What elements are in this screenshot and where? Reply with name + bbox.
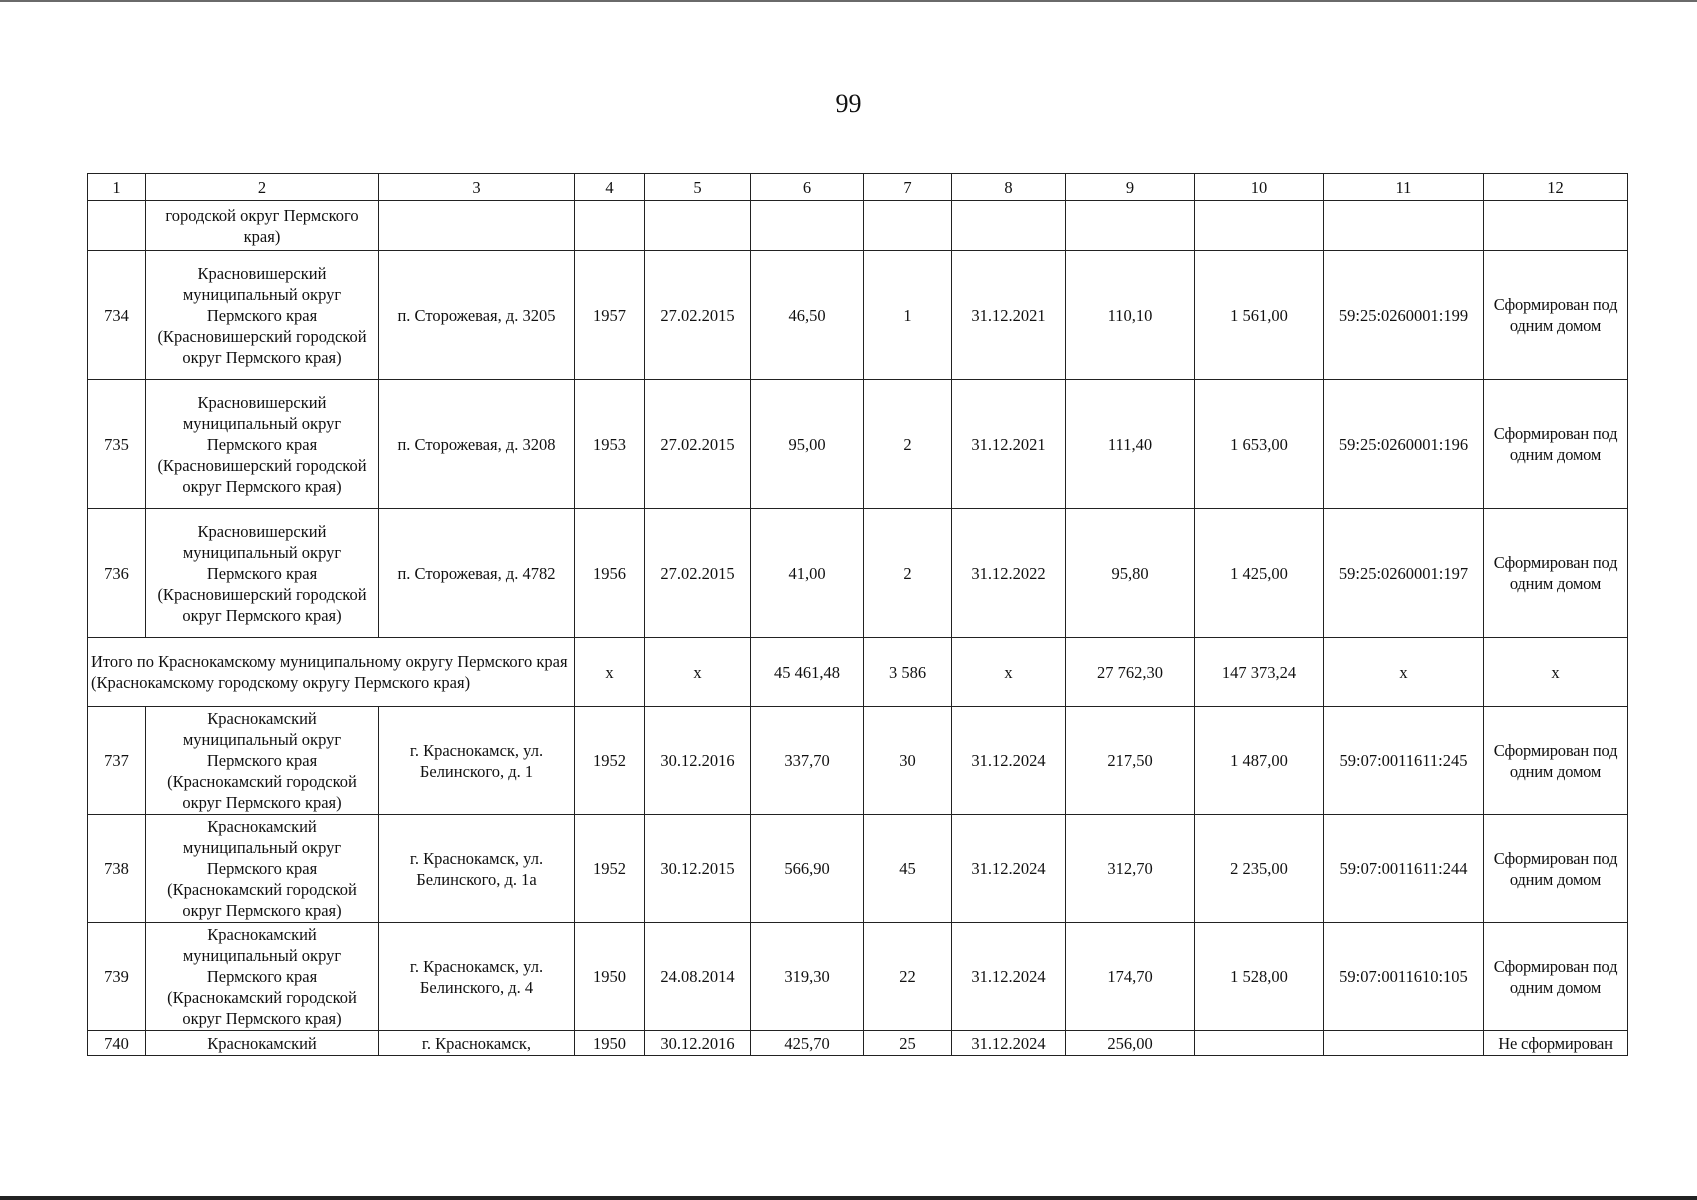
cell-residents: 2	[864, 509, 952, 638]
continuation-row	[88, 201, 1628, 251]
table-row	[88, 923, 1628, 1031]
cell-cadastral	[1324, 201, 1484, 251]
column-header: 9	[1066, 174, 1195, 201]
cell-area: 95,00	[751, 380, 864, 509]
cell-number: 739	[88, 923, 146, 1031]
cell-year: 1952	[575, 815, 645, 923]
cell-deadline: 31.12.2024	[952, 707, 1066, 815]
cell-status: Сформирован под одним домом	[1484, 923, 1628, 1031]
total-row	[88, 638, 1628, 707]
cell-area: 319,30	[751, 923, 864, 1031]
table-row	[88, 251, 1628, 380]
column-header: 6	[751, 174, 864, 201]
cell-municipality: Краснокамский	[146, 1031, 379, 1056]
table-row	[88, 707, 1628, 815]
cell-year: 1953	[575, 380, 645, 509]
cell-cadastral: 59:07:0011611:244	[1324, 815, 1484, 923]
cell-date: 30.12.2016	[645, 707, 751, 815]
cell-deadline	[952, 201, 1066, 251]
cell-address: г. Краснокамск, ул. Белинского, д. 1а	[379, 815, 575, 923]
cell-residents: 25	[864, 1031, 952, 1056]
cell-number: 734	[88, 251, 146, 380]
cell-land: 1 487,00	[1195, 707, 1324, 815]
cell-year: 1957	[575, 251, 645, 380]
cell-number	[88, 201, 146, 251]
total-land: 147 373,24	[1195, 638, 1324, 707]
cell-area2: 174,70	[1066, 923, 1195, 1031]
cell-number: 737	[88, 707, 146, 815]
cell-municipality: городской округ Пермского края)	[146, 201, 379, 251]
total-status: х	[1484, 638, 1628, 707]
cell-residents: 45	[864, 815, 952, 923]
cell-year: 1950	[575, 1031, 645, 1056]
cell-area2	[1066, 201, 1195, 251]
table-row	[88, 1031, 1628, 1056]
cell-status: Сформирован под одним домом	[1484, 380, 1628, 509]
cell-number: 735	[88, 380, 146, 509]
column-header: 11	[1324, 174, 1484, 201]
total-area2: 27 762,30	[1066, 638, 1195, 707]
cell-municipality: Красновишерский муниципальный округ Пермского края (Красновишерский городской округ Пермского края)	[146, 509, 379, 638]
cell-residents: 30	[864, 707, 952, 815]
cell-address: п. Сторожевая, д. 3208	[379, 380, 575, 509]
cell-deadline: 31.12.2022	[952, 509, 1066, 638]
cell-date: 30.12.2015	[645, 815, 751, 923]
cell-area	[751, 201, 864, 251]
cell-year	[575, 201, 645, 251]
cell-date: 27.02.2015	[645, 380, 751, 509]
cell-deadline: 31.12.2024	[952, 923, 1066, 1031]
cell-date	[645, 201, 751, 251]
column-header: 5	[645, 174, 751, 201]
page-number: 99	[835, 89, 862, 118]
cell-municipality: Красновишерский муниципальный округ Пермского края (Красновишерский городской округ Пермского края)	[146, 251, 379, 380]
cell-area2: 110,10	[1066, 251, 1195, 380]
column-number-row	[88, 174, 1628, 201]
cell-status: Не сформирован	[1484, 1031, 1628, 1056]
table-row	[88, 509, 1628, 638]
cell-area2: 256,00	[1066, 1031, 1195, 1056]
cell-date: 24.08.2014	[645, 923, 751, 1031]
cell-area: 425,70	[751, 1031, 864, 1056]
cell-number: 736	[88, 509, 146, 638]
total-year: х	[575, 638, 645, 707]
column-header: 3	[379, 174, 575, 201]
cell-area: 337,70	[751, 707, 864, 815]
cell-number: 738	[88, 815, 146, 923]
cell-date: 27.02.2015	[645, 509, 751, 638]
cell-area2: 111,40	[1066, 380, 1195, 509]
total-area: 45 461,48	[751, 638, 864, 707]
cell-status: Сформирован под одним домом	[1484, 815, 1628, 923]
housing-registry-table	[87, 173, 1628, 1056]
column-header: 2	[146, 174, 379, 201]
cell-area: 41,00	[751, 509, 864, 638]
cell-municipality: Краснокамский муниципальный округ Пермского края (Краснокамский городской округ Пермского края)	[146, 707, 379, 815]
cell-area: 566,90	[751, 815, 864, 923]
cell-area2: 95,80	[1066, 509, 1195, 638]
cell-status: Сформирован под одним домом	[1484, 509, 1628, 638]
cell-residents: 1	[864, 251, 952, 380]
cell-land: 2 235,00	[1195, 815, 1324, 923]
total-deadline: х	[952, 638, 1066, 707]
cell-cadastral	[1324, 1031, 1484, 1056]
table-row	[88, 380, 1628, 509]
cell-land: 1 425,00	[1195, 509, 1324, 638]
cell-land	[1195, 1031, 1324, 1056]
cell-address: п. Сторожевая, д. 4782	[379, 509, 575, 638]
cell-area2: 312,70	[1066, 815, 1195, 923]
column-header: 10	[1195, 174, 1324, 201]
cell-deadline: 31.12.2024	[952, 815, 1066, 923]
cell-year: 1956	[575, 509, 645, 638]
cell-date: 30.12.2016	[645, 1031, 751, 1056]
cell-address: г. Краснокамск, ул. Белинского, д. 4	[379, 923, 575, 1031]
cell-municipality: Краснокамский муниципальный округ Пермского края (Краснокамский городской округ Пермского края)	[146, 815, 379, 923]
cell-area: 46,50	[751, 251, 864, 380]
cell-status: Сформирован под одним домом	[1484, 707, 1628, 815]
cell-address	[379, 201, 575, 251]
cell-land: 1 561,00	[1195, 251, 1324, 380]
cell-land: 1 653,00	[1195, 380, 1324, 509]
total-date: х	[645, 638, 751, 707]
cell-date: 27.02.2015	[645, 251, 751, 380]
total-residents: 3 586	[864, 638, 952, 707]
cell-deadline: 31.12.2021	[952, 380, 1066, 509]
cell-municipality: Красновишерский муниципальный округ Пермского края (Красновишерский городской округ Пермского края)	[146, 380, 379, 509]
cell-year: 1950	[575, 923, 645, 1031]
cell-cadastral: 59:07:0011610:105	[1324, 923, 1484, 1031]
cell-land	[1195, 201, 1324, 251]
column-header: 1	[88, 174, 146, 201]
cell-status: Сформирован под одним домом	[1484, 251, 1628, 380]
cell-address: г. Краснокамск, ул. Белинского, д. 1	[379, 707, 575, 815]
table-row	[88, 815, 1628, 923]
cell-status	[1484, 201, 1628, 251]
column-header: 12	[1484, 174, 1628, 201]
cell-area2: 217,50	[1066, 707, 1195, 815]
cell-address: п. Сторожевая, д. 3205	[379, 251, 575, 380]
cell-number: 740	[88, 1031, 146, 1056]
cell-land: 1 528,00	[1195, 923, 1324, 1031]
scan-edge-bottom	[0, 1196, 1697, 1200]
scan-edge-top	[0, 0, 1697, 2]
cell-cadastral: 59:25:0260001:196	[1324, 380, 1484, 509]
cell-residents	[864, 201, 952, 251]
cell-residents: 22	[864, 923, 952, 1031]
column-header: 7	[864, 174, 952, 201]
cell-municipality: Краснокамский муниципальный округ Пермского края (Краснокамский городской округ Пермского края)	[146, 923, 379, 1031]
column-header: 4	[575, 174, 645, 201]
cell-year: 1952	[575, 707, 645, 815]
cell-cadastral: 59:25:0260001:199	[1324, 251, 1484, 380]
cell-address: г. Краснокамск,	[379, 1031, 575, 1056]
column-header: 8	[952, 174, 1066, 201]
total-cadastral: х	[1324, 638, 1484, 707]
cell-deadline: 31.12.2024	[952, 1031, 1066, 1056]
cell-cadastral: 59:07:0011611:245	[1324, 707, 1484, 815]
cell-deadline: 31.12.2021	[952, 251, 1066, 380]
cell-residents: 2	[864, 380, 952, 509]
total-label: Итого по Краснокамскому муниципальному округу Пермского края (Краснокамскому городскому округу Пермского края)	[88, 638, 575, 707]
cell-cadastral: 59:25:0260001:197	[1324, 509, 1484, 638]
